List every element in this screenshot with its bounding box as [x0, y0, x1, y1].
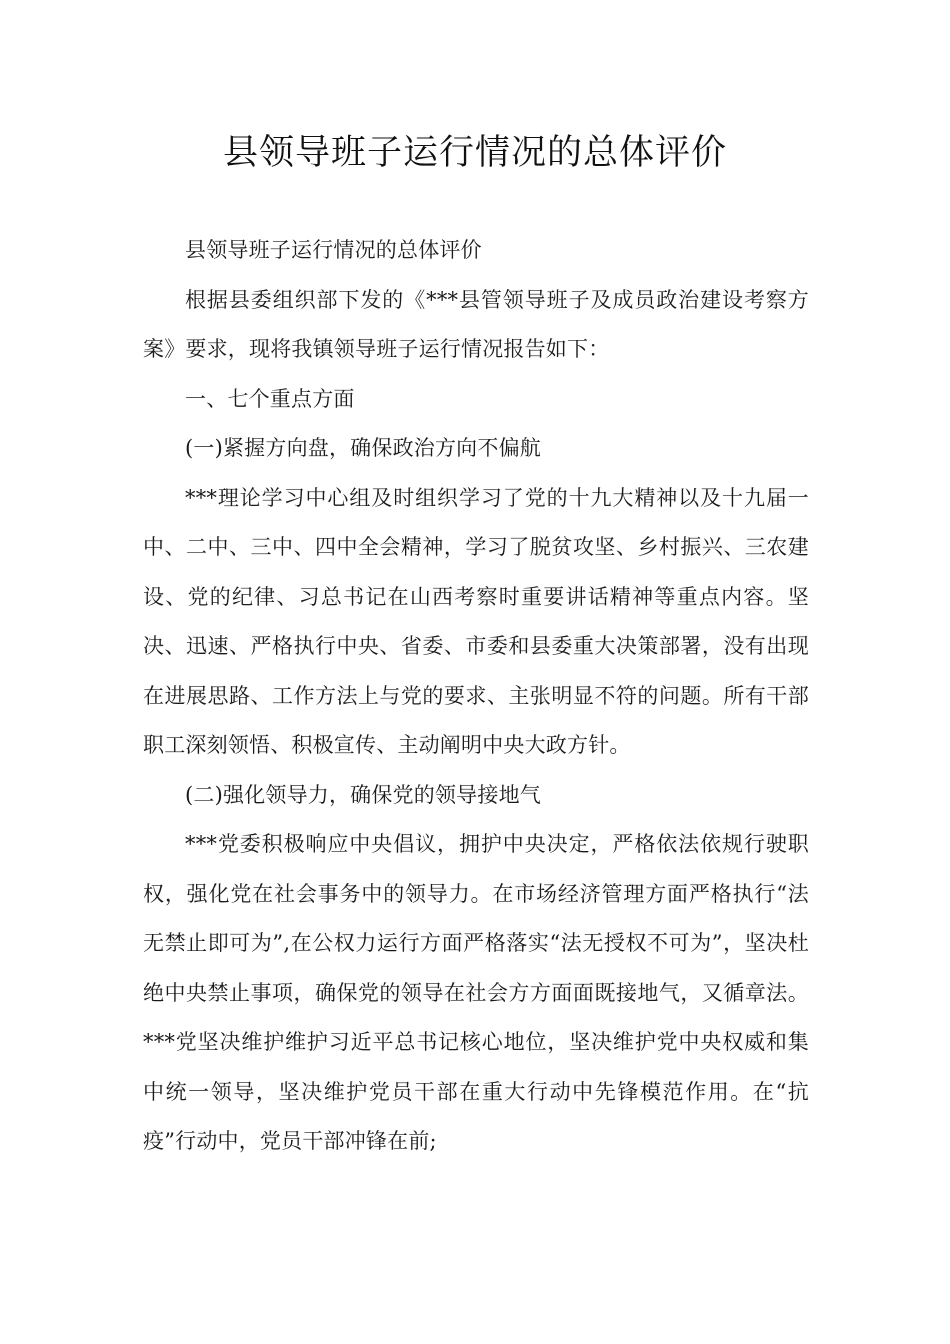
paragraph-subsection-2: ***党委积极响应中央倡议，拥护中央决定，严格依法依规行驶职权，强化党在社会事务中的领导力。在市场经济管理方面严格执行“法无禁止即可为”,在公权力运行方面严格落实“法无授权不可为”，坚决杜绝中央禁止事项，确保党的领导在社会方方面面既接地气，又循章法。***党坚决维护维护习近平总书记核心地位，坚决维护党中央权威和集中统一领导，坚决维护党员干部在重大行动中先锋模范作用。在“抗疫”行动中，党员干部冲锋在前;: [143, 832, 809, 1153]
paragraph-subtitle: 县领导班子运行情况的总体评价: [185, 238, 482, 262]
document-title: 县领导班子运行情况的总体评价: [222, 133, 727, 173]
document-body: [143, 226, 809, 1167]
subsection-heading-2: (二)强化领导力，确保党的领导接地气: [185, 782, 541, 807]
subsection-heading-1: (一)紧握方向盘，确保政治方向不偏航: [185, 436, 541, 460]
paragraph-intro: 根据县委组织部下发的《***县管领导班子及成员政治建设考察方案》要求，现将我镇领导班子运行情况报告如下：: [143, 287, 809, 361]
paragraph-subsection-1: ***理论学习中心组及时组织学习了党的十九大精神以及十九届一中、二中、三中、四中全会精神，学习了脱贫攻坚、乡村振兴、三农建设、党的纪律、习总书记在山西考察时重要讲话精神等重点内容。坚决、迅速、严格执行中央、省委、市委和县委重大决策部署，没有出现在进展思路、工作方法上与党的要求、主张明显不符的问题。所有干部职工深刻领悟、积极宣传、主动阐明中央大政方针。: [143, 485, 809, 757]
section-heading-1: 一、七个重点方面: [185, 386, 355, 411]
